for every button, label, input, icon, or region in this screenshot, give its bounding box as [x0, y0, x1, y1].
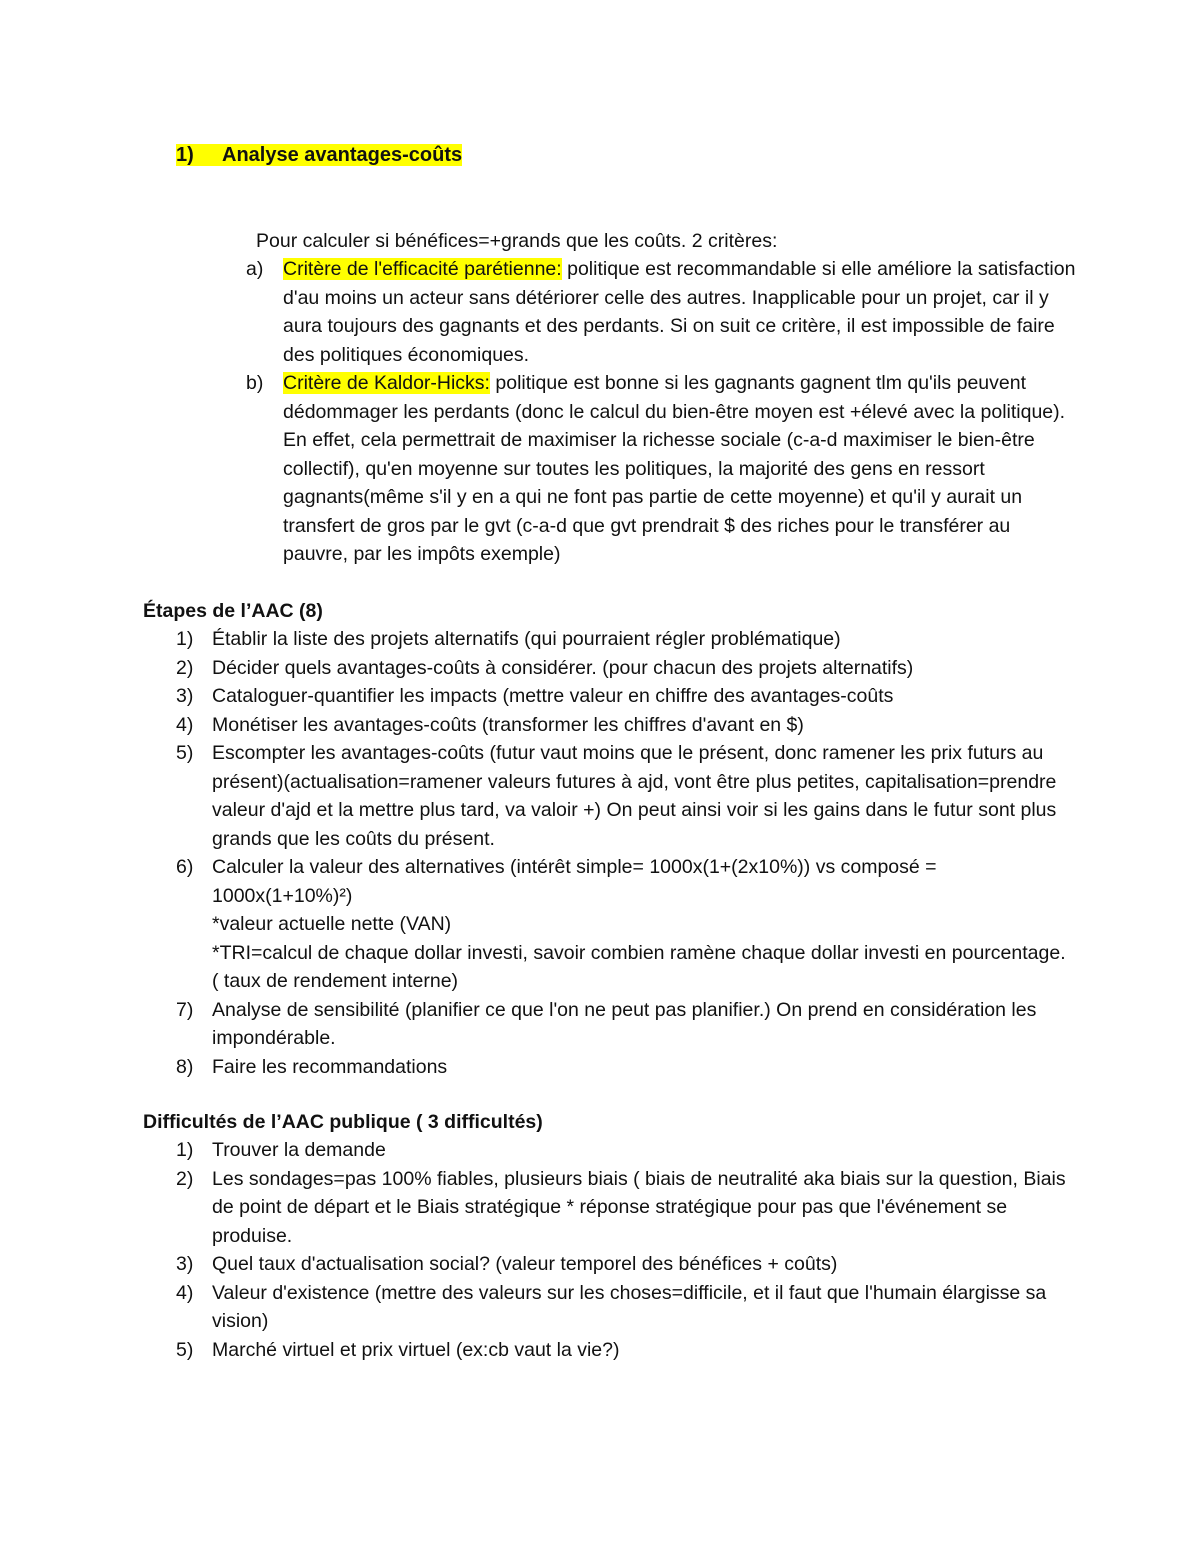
item-text: Valeur d'existence (mettre des valeurs sur les choses=difficile, et il faut que l'humain élargisse sa vision)	[212, 1281, 1047, 1332]
item-marker: 8)	[176, 1055, 194, 1078]
item-marker: 6)	[176, 856, 194, 878]
item-marker: 4)	[176, 713, 194, 736]
item-text: Établir la liste des projets alternatifs (qui pourraient régler problématique)	[212, 628, 841, 650]
criterion-label: Critère de l'efficacité parétienne:	[283, 258, 562, 280]
difficultes-list	[176, 1136, 1076, 1364]
list-item	[176, 1165, 1076, 1251]
item-marker: 2)	[176, 656, 194, 679]
list-item	[176, 682, 1076, 711]
item-text: Faire les recommandations	[212, 1055, 448, 1078]
item-marker: 5)	[176, 742, 194, 764]
item-marker: 3)	[176, 685, 194, 707]
item-marker: 5)	[176, 1338, 194, 1361]
item-text: Escompter les avantages-coûts (futur vaut moins que le présent, donc ramener les prix futurs au présent)(actualisation=ramener valeurs futures à ajd, vont être plus petites, capitalisation=prendre valeur d'ajd et la mettre plus tard, va valoir +) On peut ainsi voir si les gains dans le futur sont plus grands que les coûts du présent.	[212, 742, 1057, 850]
criterion-marker: a)	[246, 258, 264, 280]
item-text: Analyse de sensibilité (planifier ce que l'on ne peut pas planifier.) On prend en considération les impondérable.	[212, 998, 1037, 1049]
intro-text: Pour calculer si bénéfices=+grands que les coûts. 2 critères:	[256, 230, 778, 252]
item-subtext: *TRI=calcul de chaque dollar investi, savoir combien ramène chaque dollar investi en pourcentage. ( taux de rendement interne)	[212, 941, 1066, 992]
list-item	[176, 1053, 1076, 1082]
item-subtext: *valeur actuelle nette (VAN)	[212, 913, 452, 935]
list-item	[176, 1250, 1076, 1279]
criterion-label: Critère de Kaldor-Hicks:	[283, 372, 490, 394]
item-marker: 7)	[176, 998, 194, 1021]
etapes-list	[176, 625, 1076, 1081]
criterion-marker: b)	[246, 372, 264, 394]
list-item	[176, 1336, 1076, 1365]
list-item	[176, 853, 1076, 996]
item-text: Monétiser les avantages-coûts (transformer les chiffres d'avant en $)	[212, 713, 804, 736]
difficultes-title: Difficultés de l’AAC publique ( 3 difficultés)	[143, 1111, 543, 1133]
item-marker: 4)	[176, 1281, 194, 1304]
list-item	[176, 1136, 1076, 1165]
section-heading	[176, 141, 462, 169]
list-item	[176, 996, 1076, 1053]
item-text: Trouver la demande	[212, 1139, 386, 1161]
item-text: Cataloguer-quantifier les impacts (mettre valeur en chiffre des avantages-coûts	[212, 685, 894, 707]
heading-title: Analyse avantages-coûts	[222, 144, 463, 166]
etapes-title: Étapes de l’AAC (8)	[143, 600, 323, 622]
item-marker: 3)	[176, 1253, 194, 1275]
criterion-text: politique est recommandable si elle améliore la satisfaction d'au moins un acteur sans détériorer celle des autres. Inapplicable pour un projet, car il y aura toujours des gagnants et des perdants. Si on suit ce critère, il est impossible de faire des politiques économiques.	[283, 258, 1076, 366]
criterion-a	[246, 255, 1076, 369]
criterion-text: politique est bonne si les gagnants gagnent tlm qu'ils peuvent dédommager les perdants (donc le calcul du bien-être moyen est +élevé avec la politique). En effet, cela permettrait de maximiser la richesse sociale (c-a-d maximiser le bien-être collectif), qu'en moyenne sur toutes les politiques, la majorité des gens en ressort gagnants(même s'il y en a qui ne font pas partie de cette moyenne) et qu'il y aurait un transfert de gros par le gvt (c-a-d que gvt prendrait $ des riches pour le transférer au pauvre, par les impôts exemple)	[283, 372, 1066, 565]
item-text: Quel taux d'actualisation social? (valeur temporel des bénéfices + coûts)	[212, 1253, 838, 1275]
list-item	[176, 625, 1076, 654]
item-text: Décider quels avantages-coûts à considérer. (pour chacun des projets alternatifs)	[212, 656, 914, 679]
list-item	[176, 739, 1076, 853]
criterion-b	[246, 369, 1076, 569]
item-marker: 1)	[176, 1139, 194, 1161]
heading-number: 1)	[176, 144, 194, 166]
item-text: Calculer la valeur des alternatives (intérêt simple= 1000x(1+(2x10%)) vs composé = 1000x(1+10%)²)	[212, 856, 937, 907]
list-item	[176, 711, 1076, 740]
item-marker: 1)	[176, 628, 194, 650]
item-text: Marché virtuel et prix virtuel (ex:cb vaut la vie?)	[212, 1338, 620, 1361]
list-item	[176, 654, 1076, 683]
list-item	[176, 1279, 1076, 1336]
item-marker: 2)	[176, 1167, 194, 1190]
item-text: Les sondages=pas 100% fiables, plusieurs biais ( biais de neutralité aka biais sur la question, Biais de point de départ et le Biais stratégique * réponse stratégique pour pas que l'événement se produise.	[212, 1167, 1066, 1247]
